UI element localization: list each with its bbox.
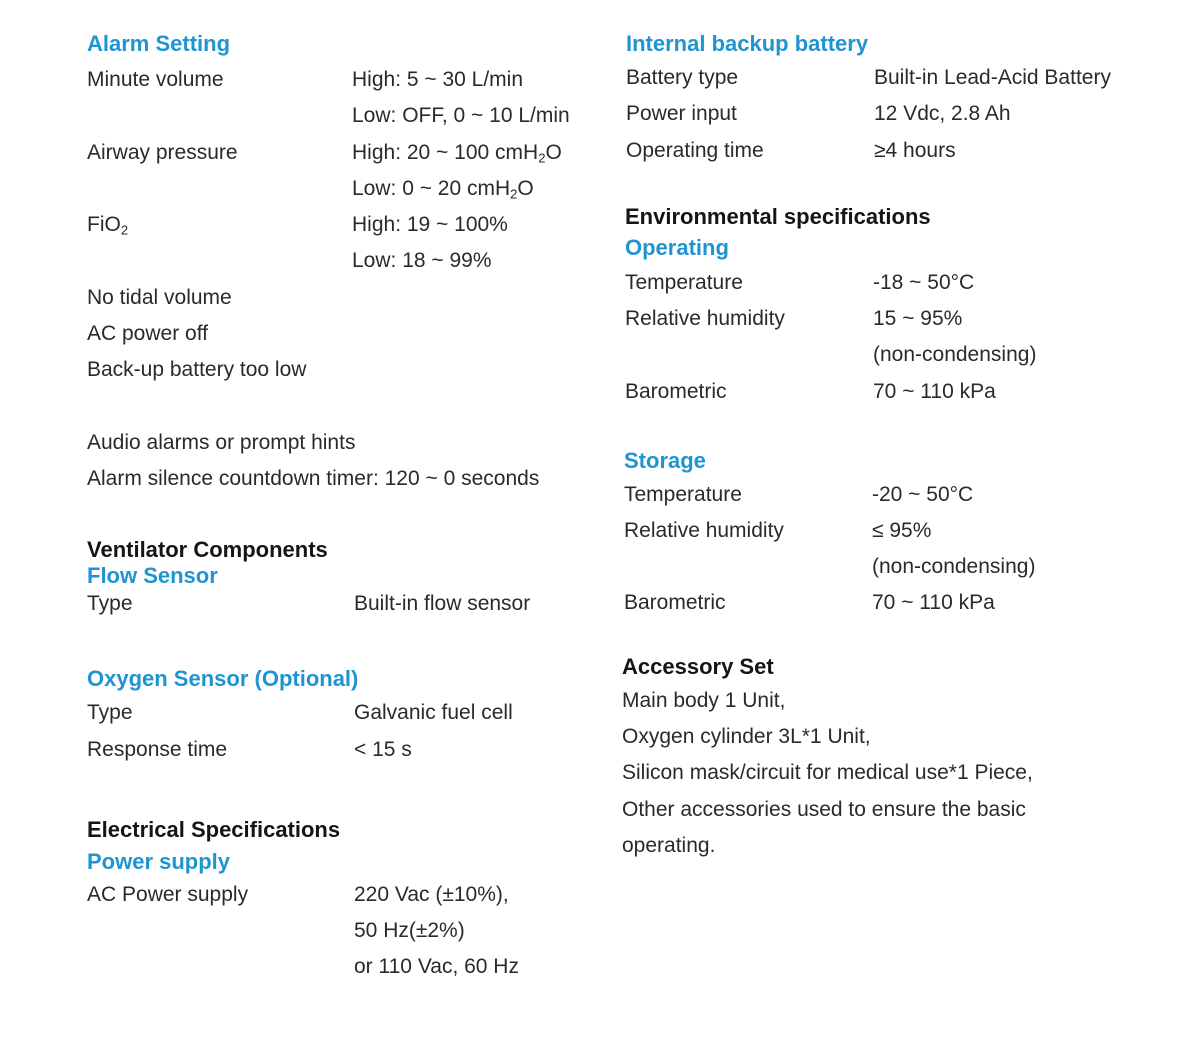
storage-barometric-value: 70 ~ 110 kPa (872, 591, 995, 614)
minute-volume-high: High: 5 ~ 30 L/min (352, 68, 524, 91)
oxygen-sensor-type-label: Type (87, 701, 133, 724)
ac-power-value: or 110 Vac, 60 Hz (354, 955, 519, 978)
flow-sensor-type-value: Built-in flow sensor (354, 592, 531, 615)
airway-pressure-high: High: 20 ~ 100 cmH$_2$O (352, 141, 562, 166)
environmental-specifications-heading: Environmental specifications (625, 204, 931, 229)
ventilator-components-heading: Ventilator Components (87, 537, 328, 562)
response-time-label: Response time (87, 738, 228, 761)
fio2-low: Low: 18 ~ 99% (352, 249, 492, 272)
minute-volume-label: Minute volume (87, 68, 224, 91)
operating-barometric-value: 70 ~ 110 kPa (873, 380, 996, 403)
operating-humidity-value: 15 ~ 95% (873, 307, 963, 330)
accessory-set-heading: Accessory Set (622, 654, 774, 679)
alarm-item: No tidal volume (87, 286, 232, 309)
flow-sensor-type-label: Type (87, 592, 133, 615)
alarm-setting-heading: Alarm Setting (87, 31, 231, 56)
operating-humidity-note: (non-condensing) (873, 343, 1037, 366)
oxygen-sensor-type-value: Galvanic fuel cell (354, 701, 513, 724)
accessory-line: Silicon mask/circuit for medical use*1 Piece, (622, 761, 1033, 784)
airway-pressure-low: Low: 0 ~ 20 cmH$_2$O (352, 177, 534, 202)
airway-pressure-label: Airway pressure (87, 141, 238, 164)
electrical-specifications-heading: Electrical Specifications (87, 817, 341, 842)
internal-battery-heading: Internal backup battery (626, 31, 869, 56)
storage-barometric-label: Barometric (624, 591, 726, 614)
storage-humidity-label: Relative humidity (624, 519, 784, 542)
operating-humidity-label: Relative humidity (625, 307, 785, 330)
fio2-high: High: 19 ~ 100% (352, 213, 508, 236)
power-input-label: Power input (626, 102, 737, 125)
accessory-line: Main body 1 Unit, (622, 689, 786, 712)
fio2-label: FiO$_2$ (87, 213, 129, 238)
response-time-value: < 15 s (354, 738, 412, 761)
operating-temperature-value: -18 ~ 50°C (873, 271, 975, 294)
minute-volume-low: Low: OFF, 0 ~ 10 L/min (352, 104, 570, 127)
storage-humidity-note: (non-condensing) (872, 555, 1036, 578)
accessory-line: Oxygen cylinder 3L*1 Unit, (622, 725, 871, 748)
accessory-line: operating. (622, 834, 716, 857)
operating-heading: Operating (625, 235, 729, 260)
operating-time-label: Operating time (626, 139, 764, 162)
flow-sensor-heading: Flow Sensor (87, 563, 218, 588)
storage-temperature-value: -20 ~ 50°C (872, 483, 974, 506)
alarm-item: AC power off (87, 322, 209, 345)
ac-power-value: 50 Hz(±2%) (354, 919, 465, 942)
oxygen-sensor-heading: Oxygen Sensor (Optional) (87, 666, 359, 691)
battery-type-value: Built-in Lead-Acid Battery (874, 66, 1111, 89)
power-supply-heading: Power supply (87, 849, 231, 874)
audio-alarms-text: Audio alarms or prompt hints (87, 431, 356, 454)
silence-timer-text: Alarm silence countdown timer: 120 ~ 0 seconds (87, 467, 540, 490)
operating-time-value: ≥4 hours (874, 139, 956, 162)
battery-type-label: Battery type (626, 66, 739, 89)
alarm-item: Back-up battery too low (87, 358, 307, 381)
operating-temperature-label: Temperature (625, 271, 743, 294)
storage-temperature-label: Temperature (624, 483, 742, 506)
storage-humidity-value: ≤ 95% (872, 519, 932, 542)
ac-power-value: 220 Vac (±10%), (354, 883, 509, 906)
power-input-value: 12 Vdc, 2.8 Ah (874, 102, 1011, 125)
storage-heading: Storage (624, 448, 706, 473)
accessory-line: Other accessories used to ensure the basic (622, 798, 1026, 821)
operating-barometric-label: Barometric (625, 380, 727, 403)
ac-power-supply-label: AC Power supply (87, 883, 249, 906)
